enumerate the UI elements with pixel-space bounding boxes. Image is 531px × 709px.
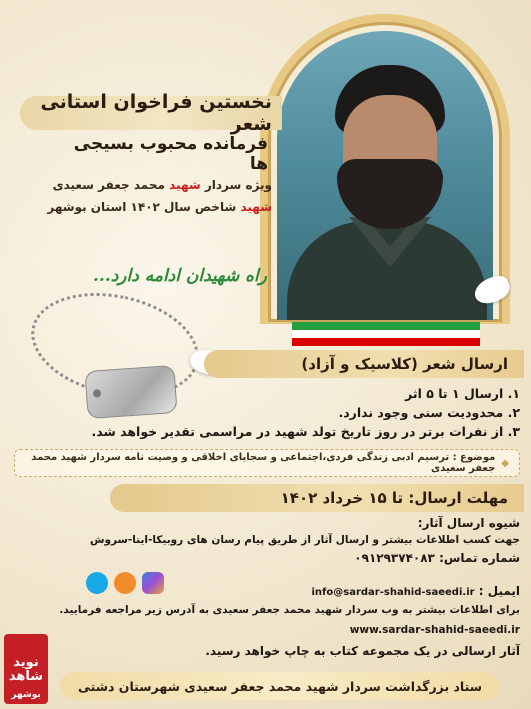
dedication-year: شاخص سال ۱۴۰۲ استان بوشهر [47,200,237,214]
phone-label: شماره تماس: [439,551,520,565]
method-label: شیوه ارسال آثار: [417,516,520,530]
poetry-section-heading: ارسال شعر (کلاسیک و آزاد) [204,350,524,378]
dedication-line-2 [22,200,272,214]
footer-red-word: شهید [305,678,339,694]
navid-shahed-logo [4,634,48,704]
footer-prefix: ستاد بزرگداشت سردار [342,678,482,694]
book-text: آثار ارسالی در یک مجموعه کتاب به چاپ خواهد رسید. [205,644,520,658]
title-banner [20,91,282,135]
footer-suffix: محمد جعفر سعیدی شهرستان دشتی [78,678,302,694]
poster-title: نخستین فراخوان استانی شعر [40,91,272,135]
topic-text: موضوع : ترسیم ادبی زندگی فردی،اجتماعی و سجایای اخلاقی و وصیت نامه سردار شهید محمد جعفر سعیدی [31,452,496,474]
email-link[interactable]: info@sardar-shahid-saeedi.ir [311,587,475,598]
poster-subtitle: فرمانده محبوب بسیجی ها [73,134,268,174]
list-item: ۳. از نفرات برتر در روز تاریخ تولد شهید در مراسمی تقدیر خواهد شد. [91,424,520,439]
list-item: ۱. ارسال ۱ تا ۵ اثر [405,386,520,401]
dedication-red-word-2: شهید [240,200,272,214]
method-text: جهت کسب اطلاعات بیشتر و ارسال آثار از طریق پیام رسان های روبیکا-ایتا-سروش [90,534,520,546]
phone-number[interactable]: ۰۹۱۲۹۳۷۴۰۸۳ [354,551,435,565]
bullet-icon: ◆ [501,457,509,469]
phone-line [8,551,520,565]
website-text: برای اطلاعات بیشتر به وب سردار شهید محمد جعفر سعیدی به آدرس زیر مراجعه فرمایید. [59,604,520,616]
email-line [8,584,520,598]
logo-region: بوشهر [11,690,41,700]
website-link[interactable]: www.sardar-shahid-saeedi.ir [349,624,520,636]
website-line [8,624,520,636]
dedication-red-word: شهید [169,178,201,192]
poster-subtitle-wrap [60,134,268,174]
dedication-name: محمد جعفر سعیدی [52,178,165,192]
slogan: راه شهیدان ادامه دارد... [92,266,267,286]
deadline-heading: مهلت ارسال: تا ۱۵ خرداد ۱۴۰۲ [110,484,524,512]
dedication-line-1 [22,178,272,192]
footer-banner [60,672,500,700]
list-item: ۲. محدودیت سنی وجود ندارد. [338,405,520,420]
email-label: ایمیل : [478,584,520,598]
martyr-portrait [277,31,493,320]
dedication-prefix: ویژه سردار [204,178,272,192]
portrait-shirt [287,221,487,320]
iran-flag-icon [292,322,480,346]
logo-mark: نوید شاهد [8,655,44,684]
topic-box [14,449,520,477]
rules-list [8,384,520,441]
